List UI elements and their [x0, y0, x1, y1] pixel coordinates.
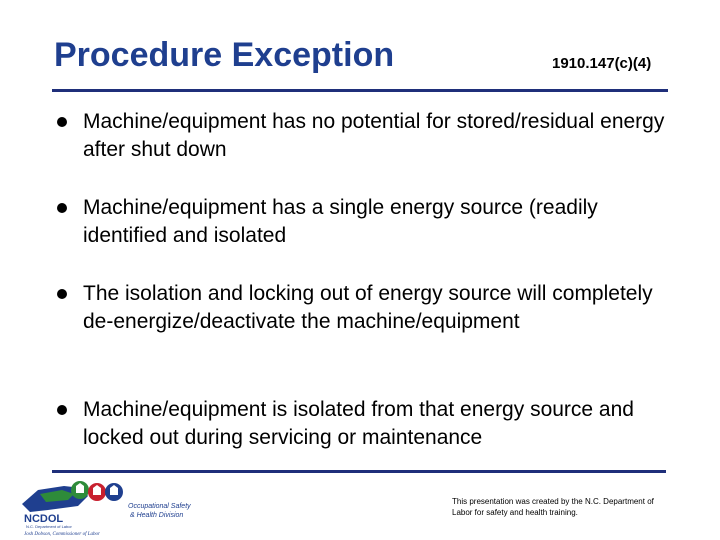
bullet-item: [54, 194, 674, 250]
bullet-dot-icon: [57, 289, 67, 299]
title-divider: [52, 89, 668, 92]
logo-subtext: N.C. Department of Labor: [26, 524, 72, 529]
bullet-text: Machine/equipment has no potential for stored/residual energy after shut down: [83, 110, 665, 161]
logo-division-line1: Occupational Safety: [128, 503, 191, 510]
bullet-dot-icon: [57, 405, 67, 415]
presentation-credit: This presentation was created by the N.C. Department of Labor for safety and health training.: [452, 497, 654, 517]
logo-division-line2: & Health Division: [130, 512, 184, 519]
bullet-item: [54, 280, 674, 336]
bullet-dot-icon: [57, 117, 67, 127]
bullet-text: Machine/equipment has a single energy source (readily identified and isolated: [83, 196, 598, 247]
standard-reference: 1910.147(c)(4): [552, 55, 652, 72]
bullet-item: [54, 396, 674, 452]
logo-abbrev: NCDOL: [24, 513, 64, 525]
logo-commissioner: Josh Dobson, Commissioner of Labor: [24, 532, 100, 536]
footer-divider: [52, 470, 666, 473]
ncdol-logo: [18, 476, 196, 536]
bullet-text: Machine/equipment is isolated from that energy source and locked out during servicing or maintenance: [83, 398, 634, 449]
bullet-dot-icon: [57, 203, 67, 213]
slide-title: Procedure Exception: [54, 36, 395, 74]
bullet-text: The isolation and locking out of energy source will completely de-energize/deactivate the machine/equipment: [83, 282, 653, 333]
bullet-item: [54, 108, 674, 164]
